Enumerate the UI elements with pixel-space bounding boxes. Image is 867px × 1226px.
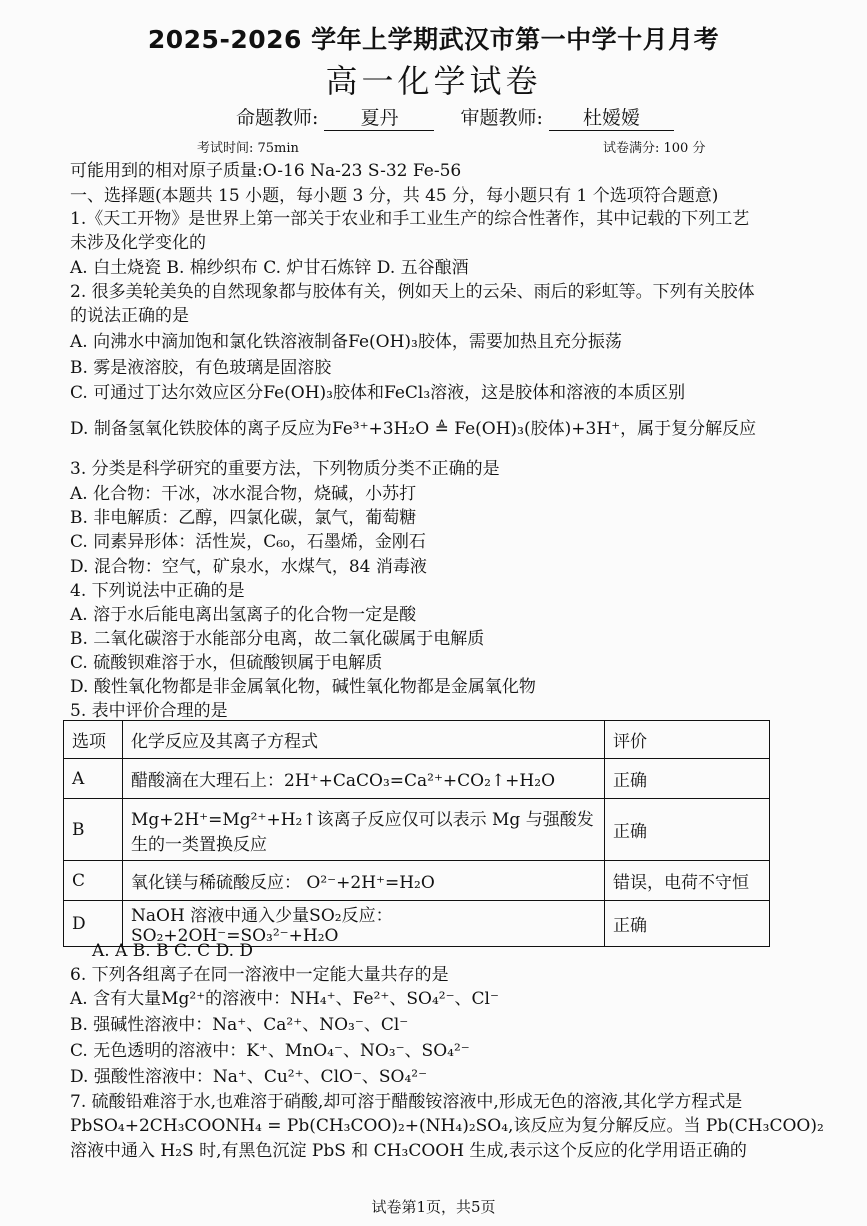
- evaluation-table: [63, 720, 770, 947]
- question-line: 溶液中通入 H₂S 时,有黑色沉淀 PbS 和 CH₃COOH 生成,表示这个反应的化学用语正确的: [70, 1141, 747, 1161]
- author-name: 夏丹: [324, 103, 434, 131]
- question-line: C. 无色透明的溶液中：K⁺、MnO₄⁻、NO₃⁻、SO₄²⁻: [70, 1041, 470, 1061]
- table-cell: D: [64, 901, 123, 947]
- question-line: B. 非电解质：乙醇，四氯化碳，氯气，葡萄糖: [70, 508, 417, 528]
- question-line: A. 化合物：干冰，冰水混合物，烧碱，小苏打: [70, 484, 417, 504]
- question-line: 7. 硫酸铅难溶于水,也难溶于硝酸,却可溶于醋酸铵溶液中,形成无色的溶液,其化学方程式是: [70, 1092, 743, 1112]
- question-line: C. 同素异形体：活性炭，C₆₀，石墨烯，金刚石: [70, 532, 426, 552]
- table-row: [64, 799, 770, 861]
- question-line: 未涉及化学变化的: [70, 233, 206, 253]
- table-row: [64, 759, 770, 799]
- question-line: D. 混合物：空气，矿泉水，水煤气，84 消毒液: [70, 557, 427, 577]
- question-line: A. A B. B C. C D. D: [92, 941, 254, 961]
- exam-title: 2025-2026 学年上学期武汉市第一中学十月月考: [147, 25, 720, 54]
- author-label: 命题教师:: [236, 107, 319, 129]
- table-cell: Mg+2H⁺=Mg²⁺+H₂↑该离子反应仅可以表示 Mg 与强酸发生的一类置换反应: [123, 799, 605, 861]
- table-cell: 醋酸滴在大理石上：2H⁺+CaCO₃=Ca²⁺+CO₂↑+H₂O: [123, 759, 605, 799]
- question-line: D. 酸性氧化物都是非金属氧化物，碱性氧化物都是金属氧化物: [70, 677, 536, 697]
- table-header: 评价: [605, 721, 770, 759]
- question-line: PbSO₄+2CH₃COONH₄ = Pb(CH₃COO)₂+(NH₄)₂SO₄,该反应为复分解反应。当 Pb(CH₃COO)₂: [70, 1116, 824, 1136]
- question-line: A. 白土烧瓷 B. 棉纱织布 C. 炉甘石炼锌 D. 五谷酿酒: [70, 258, 469, 278]
- question-line: A. 溶于水后能电离出氢离子的化合物一定是酸: [70, 605, 417, 625]
- table-cell: C: [64, 861, 123, 901]
- question-line: D. 强酸性溶液中：Na⁺、Cu²⁺、ClO⁻、SO₄²⁻: [70, 1067, 428, 1087]
- table-cell: 正确: [605, 799, 770, 861]
- question-line: D. 制备氢氧化铁胶体的离子反应为Fe³⁺+3H₂O ≜ Fe(OH)₃(胶体)+3H⁺，属于复分解反应: [70, 419, 757, 439]
- table-header: 选项: [64, 721, 123, 759]
- table-cell: 正确: [605, 759, 770, 799]
- exam-time: 考试时间: 75min: [197, 141, 299, 156]
- teachers-line: [236, 103, 674, 131]
- question-line: C. 硫酸钡难溶于水，但硫酸钡属于电解质: [70, 653, 383, 673]
- page-footer: 试卷第1页，共5页: [371, 1198, 496, 1216]
- question-line: 3. 分类是科学研究的重要方法，下列物质分类不正确的是: [70, 459, 500, 479]
- question-line: 5. 表中评价合理的是: [70, 701, 228, 721]
- question-line: 可能用到的相对原子质量:O-16 Na-23 S-32 Fe-56: [70, 161, 462, 181]
- table-cell: B: [64, 799, 123, 861]
- table-cell: 正确: [605, 901, 770, 947]
- question-line: B. 二氧化碳溶于水能部分电离，故二氧化碳属于电解质: [70, 629, 485, 649]
- question-line: B. 雾是液溶胶，有色玻璃是固溶胶: [70, 358, 332, 378]
- table-cell: NaOH 溶液中通入少量SO₂反应：SO₂+2OH⁻=SO₃²⁻+H₂O: [123, 901, 605, 947]
- table-cell: 氧化镁与稀硫酸反应： O²⁻+2H⁺=H₂O: [123, 861, 605, 901]
- table-cell: A: [64, 759, 123, 799]
- question-line: 的说法正确的是: [70, 306, 189, 326]
- table-header-row: [64, 721, 770, 759]
- table-row: [64, 861, 770, 901]
- exam-subtitle: 高一化学试卷: [325, 62, 542, 100]
- exam-score: 试卷满分: 100 分: [603, 141, 706, 156]
- question-line: 一、选择题(本题共 15 小题，每小题 3 分，共 45 分，每小题只有 1 个选项符合题意): [70, 186, 719, 206]
- question-line: 6. 下列各组离子在同一溶液中一定能大量共存的是: [70, 965, 449, 985]
- question-line: C. 可通过丁达尔效应区分Fe(OH)₃胶体和FeCl₃溶液，这是胶体和溶液的本质区别: [70, 383, 686, 403]
- question-line: A. 向沸水中滴加饱和氯化铁溶液制备Fe(OH)₃胶体，需要加热且充分振荡: [70, 332, 622, 352]
- table-cell: 错误，电荷不守恒: [605, 861, 770, 901]
- question-line: 4. 下列说法中正确的是: [70, 581, 245, 601]
- table-header: 化学反应及其离子方程式: [123, 721, 605, 759]
- reviewer-name: 杜嫒嫒: [549, 103, 674, 131]
- question-line: 2. 很多美轮美奂的自然现象都与胶体有关，例如天上的云朵、雨后的彩虹等。下列有关胶体: [70, 282, 755, 302]
- question-line: B. 强碱性溶液中：Na⁺、Ca²⁺、NO₃⁻、Cl⁻: [70, 1015, 409, 1035]
- reviewer-label: 审题教师:: [460, 107, 543, 129]
- question-line: 1.《天工开物》是世界上第一部关于农业和手工业生产的综合性著作，其中记载的下列工艺: [70, 209, 750, 229]
- question-line: A. 含有大量Mg²⁺的溶液中：NH₄⁺、Fe²⁺、SO₄²⁻、Cl⁻: [70, 989, 499, 1009]
